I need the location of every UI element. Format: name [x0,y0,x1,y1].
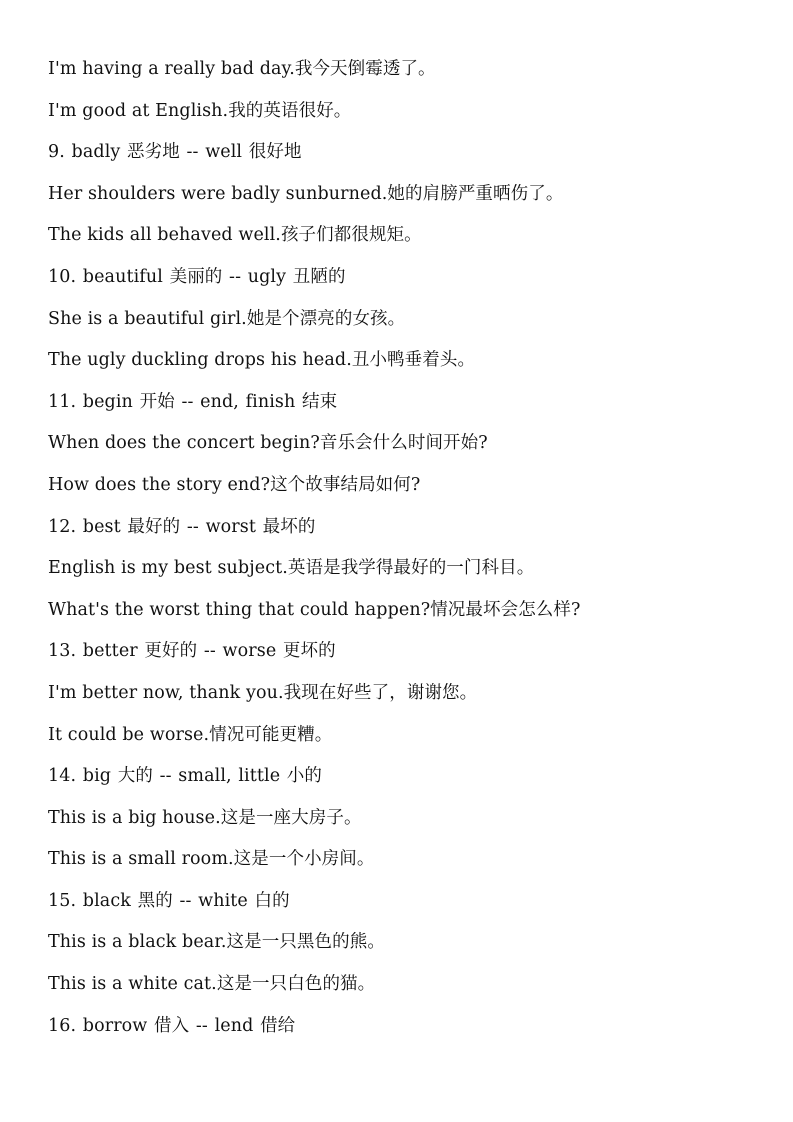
example-sentence: English is my best subject.英语是我学得最好的一门科目。 [48,558,535,579]
antonym-pair-heading: 14. big 大的 -- small, little 小的 [48,766,323,787]
antonym-pair-heading: 12. best 最好的 -- worst 最坏的 [48,516,316,537]
example-sentence: The ugly duckling drops his head.丑小鸭垂着头。 [48,350,476,371]
antonym-pair-heading: 9. badly 恶劣地 -- well 很好地 [48,142,302,163]
example-sentence: I'm having a really bad day.我今天倒霉透了。 [48,59,436,79]
example-sentence: This is a white cat.这是一只白色的猫。 [48,974,376,995]
example-sentence: It could be worse.情况可能更糟。 [48,724,333,745]
antonym-pair-heading: 10. beautiful 美丽的 -- ugly 丑陋的 [48,266,346,287]
example-sentence: I'm good at English.我的英语很好。 [48,100,352,121]
example-sentence: This is a big house.这是一座大房子。 [48,807,362,828]
antonym-pair-heading: 15. black 黑的 -- white 白的 [48,890,290,911]
example-sentence: This is a small room.这是一个小房间。 [48,849,375,870]
example-sentence: She is a beautiful girl.她是个漂亮的女孩。 [48,308,406,329]
example-sentence: How does the story end?这个故事结局如何? [48,474,421,495]
example-sentence: When does the concert begin?音乐会什么时间开始? [48,433,488,454]
antonym-pair-heading: 11. begin 开始 -- end, finish 结束 [48,391,338,412]
antonym-pair-heading: 13. better 更好的 -- worse 更坏的 [48,641,336,662]
example-sentence: I'm better now, thank you.我现在好些了，谢谢您。 [48,682,478,703]
example-sentence: This is a black bear.这是一只黑色的熊。 [48,932,385,953]
example-sentence: The kids all behaved well.孩子们都很规矩。 [48,225,422,246]
example-sentence: What's the worst thing that could happen?情况最坏会怎么样? [48,599,581,620]
antonym-pair-heading: 16. borrow 借入 -- lend 借给 [48,1015,296,1036]
document-page [48,52,768,1050]
example-sentence: Her shoulders were badly sunburned.她的肩膀严重晒伤了。 [48,183,564,204]
